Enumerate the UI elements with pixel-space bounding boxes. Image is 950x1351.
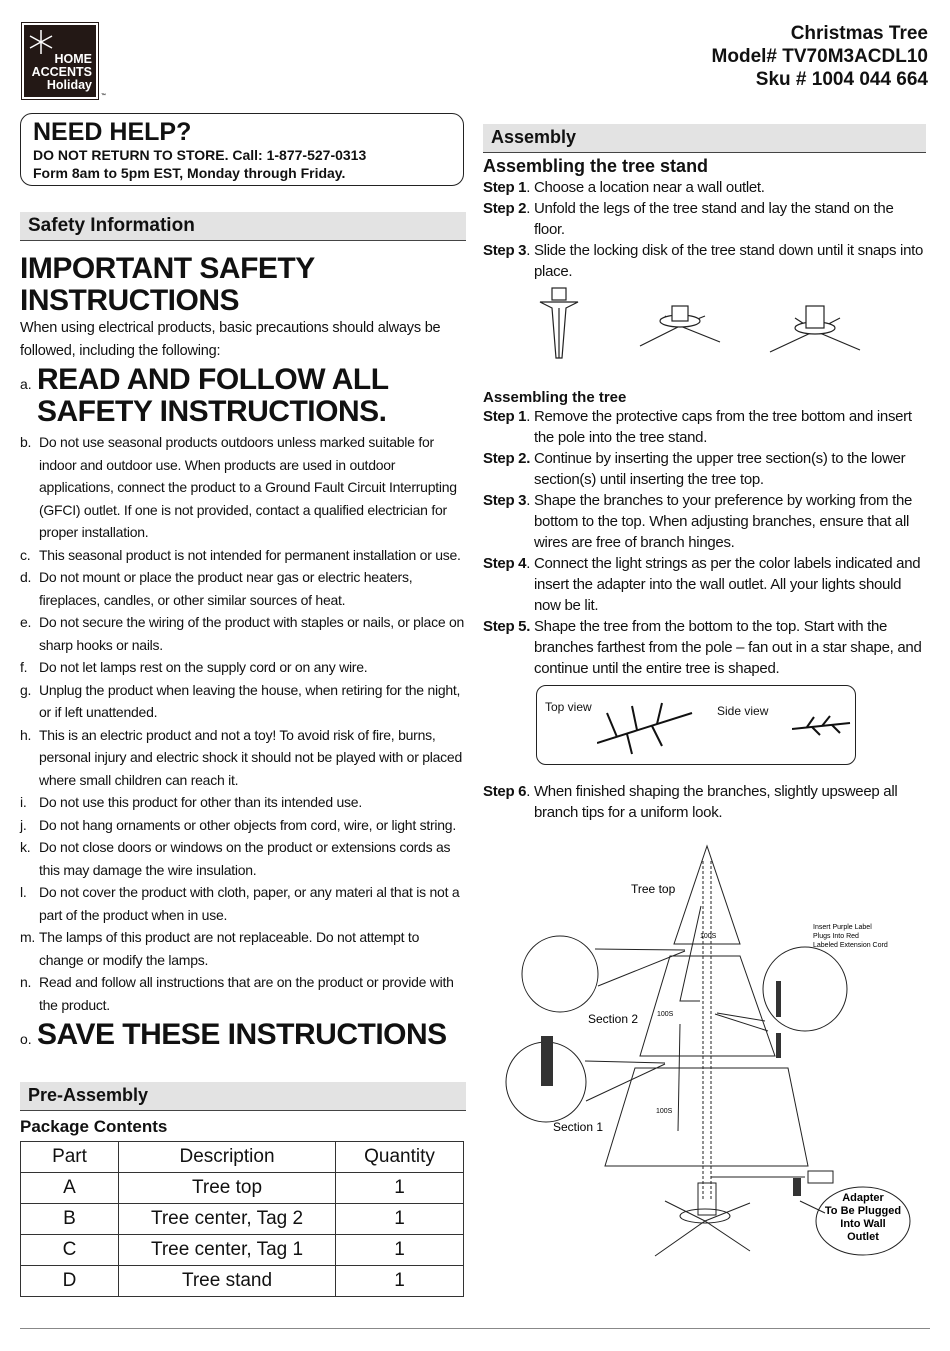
help-phone: DO NOT RETURN TO STORE. Call: 1-877-527-0313 (33, 147, 367, 163)
table-row (21, 1266, 464, 1297)
stand-title: Assembling the tree stand (483, 156, 709, 176)
step-number: Step 2 (483, 200, 527, 217)
step-text: . Unfold the legs of the tree stand and lay the stand on the floor. (526, 200, 894, 238)
step-text: . Shape the branches to your preference by working from the bottom to the top. When adjusting branches, ensure that all wires are free of branch hinges. (526, 492, 913, 551)
step-number: Step 3 (483, 242, 527, 259)
safety-item (20, 791, 466, 814)
item-a (20, 364, 466, 428)
safety-item (20, 724, 466, 792)
table-cell: D (21, 1266, 119, 1297)
assembly-step (483, 616, 926, 679)
adapter-label-line: Adapter (842, 1192, 884, 1204)
text-line: READ AND FOLLOW ALL (37, 363, 389, 397)
pole-detail-circle (522, 936, 598, 1012)
table-cell: A (21, 1173, 119, 1204)
item-text: Do not use this product for other than its intended use. (39, 794, 362, 811)
label-tree-top: Tree top (631, 882, 676, 896)
tag-100s: 100S (656, 1108, 673, 1115)
step-6 (483, 781, 926, 823)
safety-list (20, 431, 466, 1016)
item-letter: d. (20, 569, 32, 586)
table-cell: Tree center, Tag 1 (119, 1235, 336, 1266)
item-text: Unplug the product when leaving the house, when retiring for the night, or if left unattended. (39, 681, 461, 721)
item-letter: i. (20, 794, 27, 811)
step-number: Step 3 (483, 492, 527, 509)
item-letter: a. (20, 376, 32, 393)
table-cell: Tree stand (119, 1266, 336, 1297)
stand-locked-icon (770, 306, 860, 352)
step-number: Step 4 (483, 555, 527, 572)
item-a-text (37, 364, 389, 428)
safety-item (20, 971, 466, 1016)
item-letter: c. (20, 546, 31, 563)
assembly-step (483, 198, 926, 240)
heading-line: IMPORTANT SAFETY (20, 252, 315, 285)
item-letter: e. (20, 614, 32, 631)
step-text: . Remove the protective caps from the tree bottom and insert the pole into the tree stand. (526, 408, 912, 446)
help-hours: Form 8am to 5pm EST, Monday through Friday. (33, 165, 346, 181)
item-letter: l. (20, 884, 27, 901)
item-text: Do not close doors or windows on the product or extensions cords as this may damage the wire insulation. (39, 839, 451, 878)
stand-folded-icon (540, 288, 578, 358)
safety-item (20, 926, 466, 971)
safety-intro: When using electrical products, basic precautions should always be followed, including the following: (20, 320, 441, 359)
text-line: SAFETY INSTRUCTIONS. (37, 395, 387, 429)
item-text: This seasonal product is not intended for permanent installation or use. (39, 546, 461, 563)
table-row (21, 1173, 464, 1204)
item-text: Do not cover the product with cloth, paper, or any materi al that is not a part of the product when in use. (39, 884, 460, 923)
item-text: Do not use seasonal products outdoors unless marked suitable for indoor and outdoor use. When products are used in outdoor applications, connect the product to a Ground Fault Circuit Interrupting (GFCI) outlet. If one is not provided, contact a qualified electrician for proper installation. (39, 434, 457, 541)
step-number: Step 1 (483, 179, 527, 196)
item-text: Do not secure the wiring of the product with staples or nails, or place on sharp hooks or nails. (39, 614, 465, 653)
safety-item (20, 611, 466, 656)
tree-title: Assembling the tree (483, 389, 627, 406)
column-header: Description (119, 1142, 336, 1173)
branch-side-view-icon (792, 711, 852, 741)
safety-item (20, 814, 466, 837)
label-section-2: Section 2 (588, 1012, 639, 1026)
logo-text: ACCENTS (31, 65, 92, 79)
plug-detail-circle (763, 947, 847, 1031)
safety-item (20, 881, 466, 926)
step-number: Step 5. (483, 618, 531, 635)
adapter-label-line: Outlet (847, 1231, 879, 1243)
stand-unfolded-icon (640, 306, 720, 346)
column-header: Part (21, 1142, 119, 1173)
tree-stand-illustrations (530, 286, 870, 361)
insert-label-line: Labeled Extension Cord (813, 942, 888, 949)
adapter-label-line: Into Wall (840, 1218, 886, 1230)
model-number: Model# TV70M3ACDL10 (711, 46, 928, 67)
need-help-box (20, 113, 464, 186)
table-cell: 1 (336, 1173, 464, 1204)
assembly-header: Assembly (483, 124, 926, 153)
step-text: . Choose a location near a wall outlet. (526, 179, 765, 196)
right-column (483, 124, 926, 1266)
assembly-step (483, 448, 926, 490)
item-letter: o. (20, 1031, 32, 1048)
tree-top-shape (674, 846, 740, 944)
tag-100s: 100S (657, 1011, 674, 1018)
item-letter: n. (20, 974, 32, 991)
table-cell: Tree top (119, 1173, 336, 1204)
sku-number: Sku # 1004 044 664 (755, 69, 928, 90)
safety-section-header: Safety Information (20, 212, 466, 241)
item-letter: f. (20, 659, 28, 676)
safety-item (20, 431, 466, 544)
table-cell: 1 (336, 1204, 464, 1235)
item-text: The lamps of this product are not replaceable. Do not attempt to change or modify the lamps. (39, 929, 420, 968)
side-view-label: Side view (717, 704, 769, 718)
table-cell: 1 (336, 1266, 464, 1297)
branch-views-box (536, 685, 856, 765)
adapter-label-line: To Be Plugged (824, 1205, 902, 1217)
tag-100s: 100S (700, 933, 717, 940)
table-header-row (21, 1142, 464, 1173)
item-letter: h. (20, 726, 32, 743)
stand-steps (483, 177, 926, 282)
item-text: Read and follow all instructions that are on the product or provide with the product. (39, 974, 454, 1013)
step-text: . When finished shaping the branches, slightly upsweep all branch tips for a uniform look. (526, 783, 898, 821)
tree-steps (483, 406, 926, 679)
item-letter: g. (20, 681, 32, 698)
table-cell: C (21, 1235, 119, 1266)
item-text: Do not let lamps rest on the supply cord or on any wire. (39, 659, 368, 676)
important-safety-heading (20, 253, 466, 317)
step-number: Step 6 (483, 783, 527, 800)
package-contents-title: Package Contents (20, 1117, 168, 1137)
assembly-step (483, 240, 926, 282)
footer-divider (20, 1328, 930, 1329)
step-text: Continue by inserting the upper tree section(s) to the lower section(s) until inserting the tree top. (530, 450, 906, 488)
snowflake-icon (27, 28, 55, 56)
section-1-shape (605, 1068, 808, 1166)
assembly-step (483, 177, 926, 198)
step-number: Step 1 (483, 408, 527, 425)
item-letter: m. (20, 929, 36, 946)
item-letter: j. (20, 816, 27, 833)
heading-line: INSTRUCTIONS (20, 284, 239, 317)
safety-item (20, 656, 466, 679)
safety-item (20, 544, 466, 567)
pre-assembly-header: Pre-Assembly (20, 1082, 466, 1111)
table-cell: Tree center, Tag 2 (119, 1204, 336, 1235)
need-help-title: NEED HELP? (33, 118, 192, 146)
insert-label-line: Insert Purple Label (813, 924, 872, 931)
label-section-1: Section 1 (553, 1120, 604, 1134)
safety-item (20, 679, 466, 724)
assembly-step (483, 553, 926, 616)
table-cell: 1 (336, 1235, 464, 1266)
product-name: Christmas Tree (790, 23, 928, 44)
assembly-step (483, 406, 926, 448)
table-row (21, 1204, 464, 1235)
product-header (712, 22, 928, 91)
step-text: Shape the tree from the bottom to the top. Start with the branches farthest from the pole – fan out in a star shape, and continue until the entire tree is shaped. (530, 618, 922, 677)
safety-item (20, 566, 466, 611)
home-accents-holiday-logo (22, 23, 106, 99)
item-text: Do not hang ornaments or other objects from cord, wire, or light string. (39, 816, 456, 833)
insert-label-line: Plugs Into Red (813, 933, 859, 940)
item-text: Do not mount or place the product near gas or electric heaters, fireplaces, candles, or other similar sources of heat. (39, 569, 413, 608)
item-o (20, 1019, 466, 1051)
column-header: Quantity (336, 1142, 464, 1173)
table-row (21, 1235, 464, 1266)
save-instructions: SAVE THESE INSTRUCTIONS (37, 1018, 447, 1052)
trademark: ™ (101, 93, 106, 99)
item-letter: k. (20, 839, 31, 856)
step-number: Step 2. (483, 450, 531, 467)
assembly-step (483, 490, 926, 553)
item-letter: b. (20, 434, 32, 451)
safety-item (20, 836, 466, 881)
top-view-label: Top view (545, 700, 592, 714)
tree-assembly-diagram (500, 841, 925, 1266)
table-cell: B (21, 1204, 119, 1235)
step-text: . Slide the locking disk of the tree stand down until it snaps into place. (526, 242, 924, 280)
section-2-shape (640, 956, 775, 1056)
logo-text: HOME (54, 52, 92, 66)
step-text: . Connect the light strings as per the color labels indicated and insert the adapter into the wall outlet. All your lights should now be lit. (526, 555, 921, 614)
package-contents-table (20, 1141, 464, 1297)
logo-text: Holiday (46, 78, 92, 92)
left-column (20, 212, 466, 1329)
branch-top-view-icon (597, 698, 697, 758)
item-text: This is an electric product and not a toy! To avoid risk of fire, burns, personal injury and electric shock it should not be played with or placed where small children can reach it. (39, 726, 463, 788)
